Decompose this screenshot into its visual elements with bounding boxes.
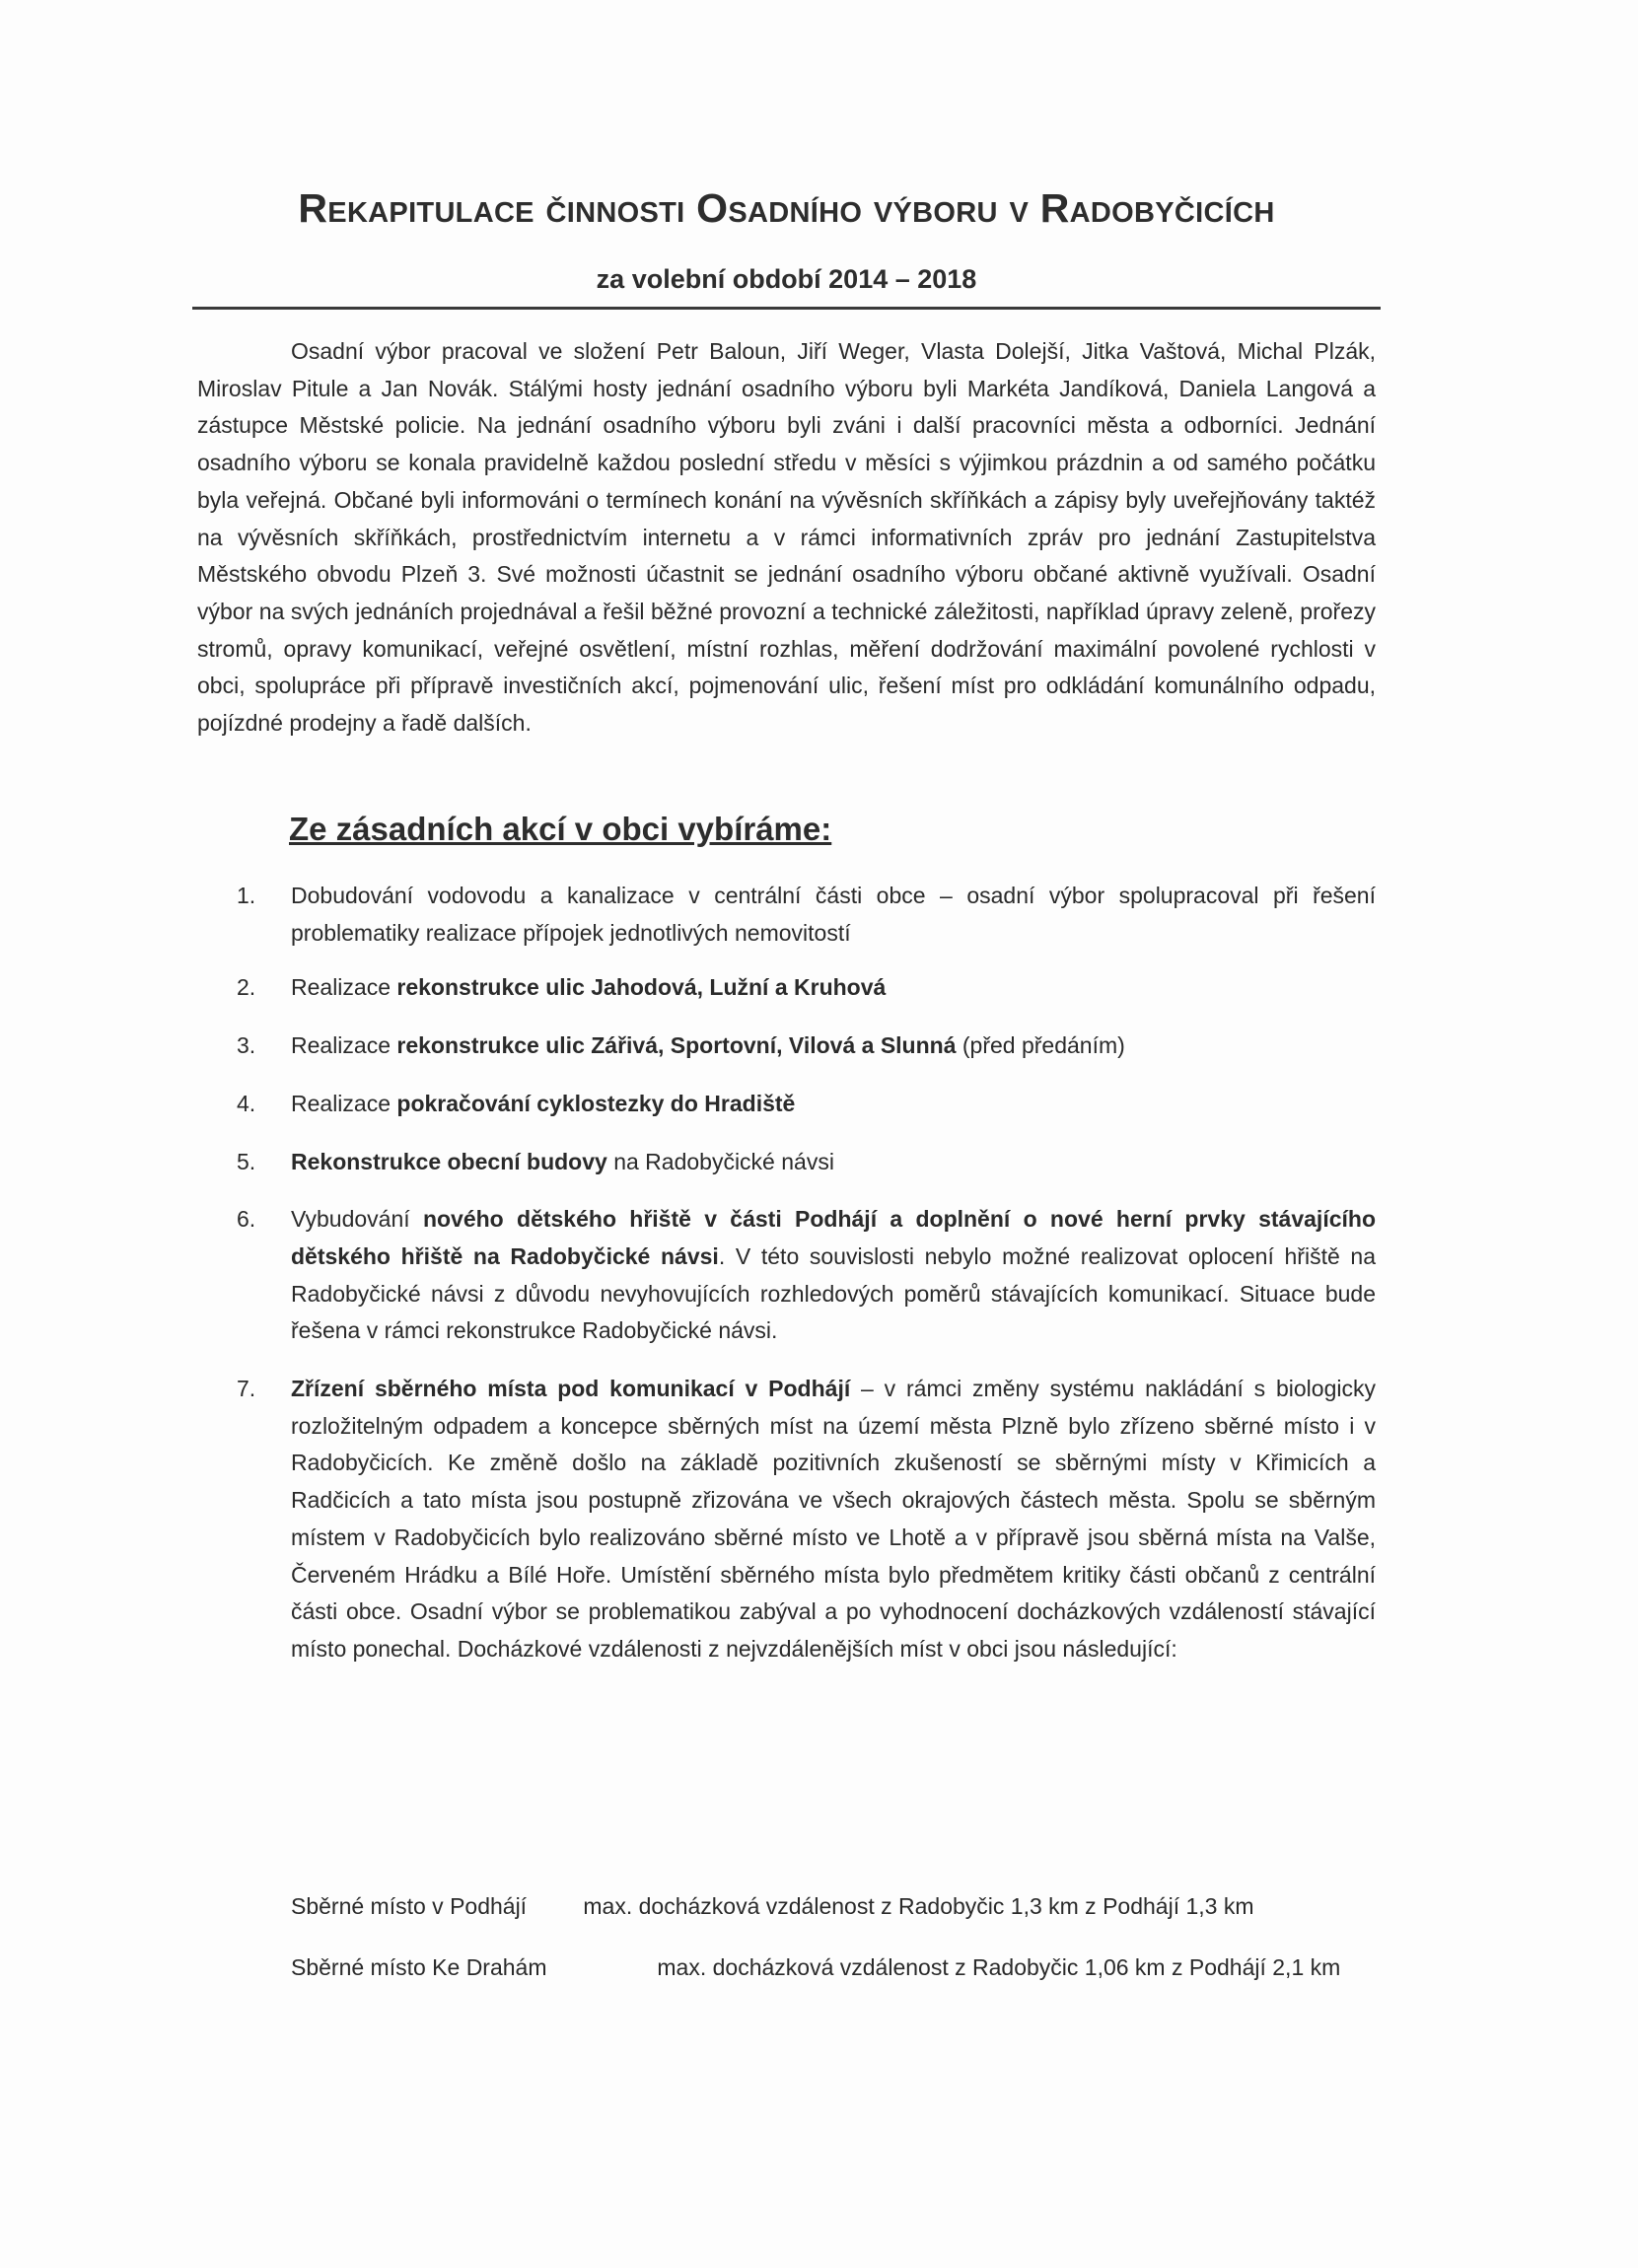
item-text-bold: pokračování cyklostezky do Hradiště	[396, 1090, 796, 1116]
item-number: 5.	[237, 1148, 256, 1174]
item-number: 2.	[237, 974, 256, 1001]
item-text: Realizace	[291, 1090, 397, 1116]
item-text: Vybudování	[291, 1206, 423, 1233]
item-text-bold: Zřízení sběrného místa pod komunikací v Podhájí	[291, 1376, 851, 1402]
item-number: 3.	[237, 1032, 256, 1059]
list-item	[237, 878, 1376, 952]
item-number: 1.	[237, 883, 256, 908]
list-item	[237, 1028, 1376, 1065]
item-text: Dobudování vodovodu a kanalizace v centrální části obce – osadní výbor spolupracoval při řešení problematiky realizace přípojek jednotlivých nemovitostí	[291, 883, 1376, 946]
list-item	[237, 969, 1376, 1007]
list-item	[237, 1201, 1376, 1350]
document-subtitle: za volební období 2014 – 2018	[596, 264, 977, 294]
item-text-bold: nového dětského hřiště v části Podhájí a doplnění o nové herní prvky stávajícího dětského hřiště na Radobyčické návsi	[291, 1206, 1376, 1269]
actions-list	[237, 878, 1376, 1668]
section-heading: Ze zásadních akcí v obci vybíráme:	[289, 811, 832, 847]
item-number: 6.	[237, 1206, 256, 1233]
item-text-bold: rekonstrukce ulic Zářivá, Sportovní, Vilová a Slunná	[396, 1032, 957, 1059]
document-title: Rekapitulace činnosti Osadního výboru v Radobyčicích	[298, 185, 1275, 231]
distance-row	[291, 1949, 1376, 1987]
collection-point-name: Sběrné místo v Podhájí	[291, 1893, 528, 1919]
distance-value: max. docházková vzdálenost z Radobyčic 1,06 km z Podhájí 2,1 km	[657, 1954, 1341, 1980]
intro-paragraph: Osadní výbor pracoval ve složení Petr Baloun, Jiří Weger, Vlasta Dolejší, Jitka Vaštová, Michal Plzák, Miroslav Pitule a Jan Novák. Stálými hosty jednání osadního výboru byli Markéta Jandíková, Daniela Langová a zástupce Městské policie. Na jednání osadního výboru byli zváni i další pracovníci města a odborníci. Jednání osadního výboru se konala pravidelně každou poslední středu v měsíci s výjimkou prázdnin a od samého počátku byla veřejná. Občané byli informováni o termínech konání na vývěsních skříňkách a zápisy byly uveřejňovány taktéž na vývěsních skříňkách, prostřednictvím internetu a v rámci informativních zpráv pro jednání Zastupitelstva Městského obvodu Plzeň 3. Své možnosti účastnit se jednání osadního výboru občané aktivně využívali. Osadní výbor na svých jednáních projednával a řešil běžné provozní a technické záležitosti, například úpravy zeleně, prořezy stromů, opravy komunikací, veřejné osvětlení, místní rozhlas, měření dodržování maximální povolené rychlosti v obci, spolupráce při přípravě investičních akcí, pojmenování ulic, řešení míst pro odkládání komunálního odpadu, pojízdné prodejny a řadě dalších.	[197, 338, 1376, 737]
item-text-suffix: . V této souvislosti nebylo možné realizovat oplocení hřiště na Radobyčické návsi z důvodu nevyhovujících rozhledových poměrů stávajících komunikací. Situace bude řešena v rámci rekonstrukce Radobyčické návsi.	[291, 1242, 1376, 1344]
item-text-suffix: na Radobyčické návsi	[606, 1148, 834, 1174]
item-text-suffix: – v rámci změny systému nakládání s biologicky rozložitelným odpadem a koncepce sběrných míst na území města Plzně bylo zřízeno sběrné místo i v Radobyčicích. Ke změně došlo na základě pozitivních zkušeností se sběrnými místy v Křimicích a Radčicích a tato místa jsou postupně zřizována ve všech okrajových částech města. Spolu se sběrným místem v Radobyčicích bylo realizováno sběrné místo ve Lhotě a v přípravě jsou sběrná místa na Valše, Červeném Hrádku a Bílé Hoře. Umístění sběrného místa bylo předmětem kritiky části občanů z centrální části obce. Osadní výbor se problematikou zabýval a po vyhodnocení docházkových vzdáleností stávající místo ponechal. Docházkové vzdálenosti z nejvzdálenějších míst v obci jsou následující:	[291, 1376, 1376, 1662]
item-text-bold: rekonstrukce ulic Jahodová, Lužní a Kruhová	[396, 974, 887, 1001]
list-item	[237, 1086, 1376, 1123]
title-divider	[192, 307, 1381, 310]
distance-row	[291, 1888, 1376, 1926]
collection-point-name: Sběrné místo Ke Drahám	[291, 1954, 547, 1980]
item-number: 4.	[237, 1090, 256, 1116]
item-text-bold: Rekonstrukce obecní budovy	[291, 1148, 607, 1174]
list-item	[237, 1371, 1376, 1668]
item-number: 7.	[237, 1376, 256, 1402]
list-item	[237, 1144, 1376, 1181]
item-text-suffix: (před předáním)	[956, 1032, 1125, 1059]
distance-value: max. docházková vzdálenost z Radobyčic 1,3 km z Podhájí 1,3 km	[583, 1893, 1254, 1919]
item-text: Realizace	[291, 1032, 397, 1059]
item-text: Realizace	[291, 974, 397, 1001]
